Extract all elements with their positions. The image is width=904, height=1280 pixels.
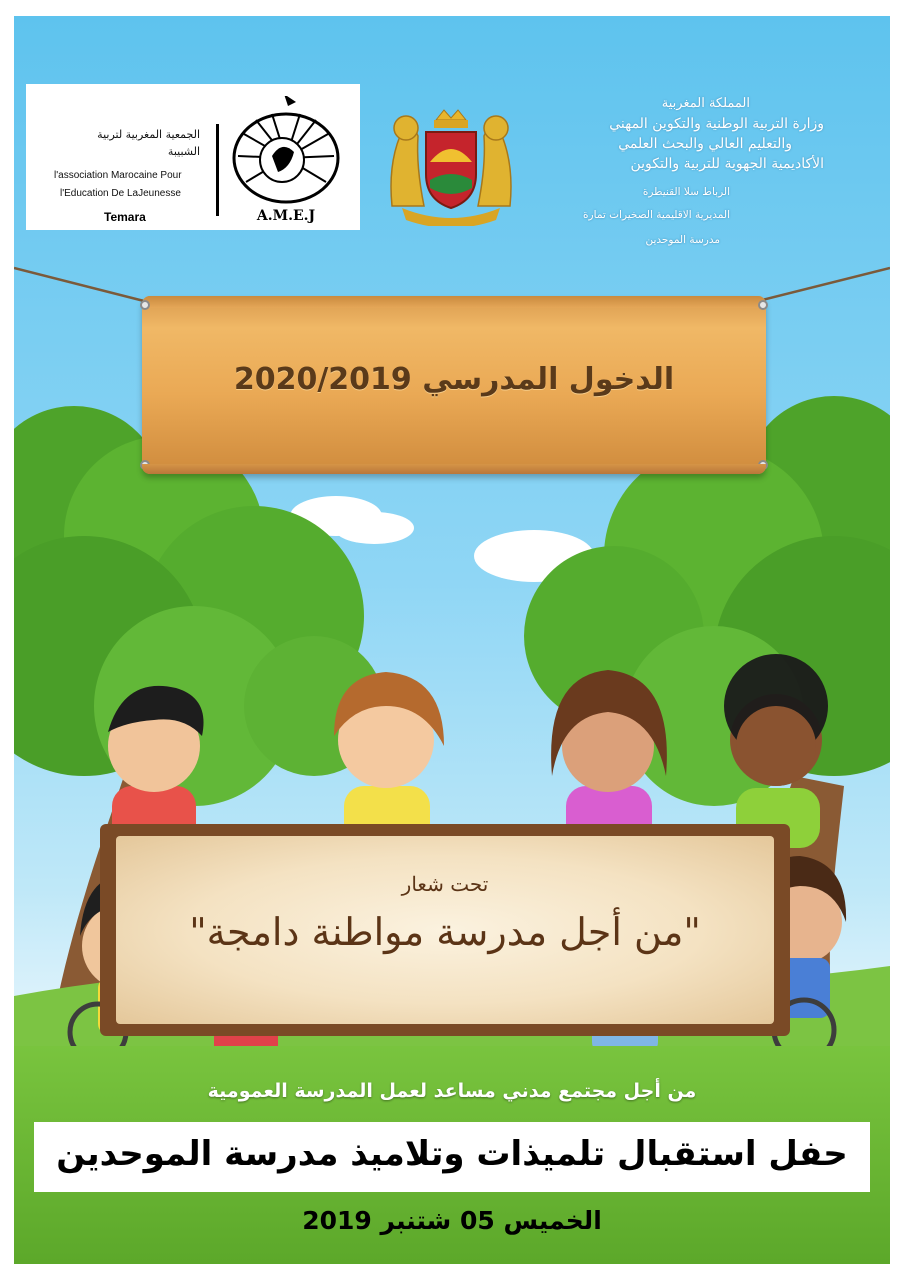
coat-of-arms-icon [382,96,520,226]
directorate-name: المديرية الاقليمية الصخيرات تمارة [583,209,730,221]
grommet [758,460,768,470]
ministry-line3: والتعليم العالي والبحث العلمي [618,136,792,152]
association-city: Temara [104,210,146,224]
amej-logo [226,96,346,226]
grommet [140,300,150,310]
association-name-ar-line2: الشبيبة [167,145,200,158]
event-date: الخميس 05 شتنبر 2019 [302,1206,602,1235]
association-name-fr-line2: l'Education De LaJeunesse [60,188,181,199]
ministry-line4: الأكاديمية الجهوية للتربية والتكوين [630,156,824,172]
association-name-ar-line1: الجمعية المغربية لتربية [97,128,200,141]
banner-title: الدخول المدرسي 2020/2019 [233,362,675,397]
association-logo-box [26,84,360,230]
slogan-intro: تحت شعار [401,872,489,896]
ministry-line2: وزارة التربية الوطنية والتكوين المهني [609,116,824,132]
school-year-banner [142,296,766,474]
event-subtitle: من أجل مجتمع مدني مساعد لعمل المدرسة العمومية [207,1080,697,1102]
main-title-box [34,1122,870,1192]
sign-board [116,836,774,1024]
slogan-sign [100,824,790,1036]
divider [216,124,219,216]
ministry-line1: المملكة المغربية [661,96,750,111]
grommet [758,300,768,310]
amej-logo-text: A.M.E.J [256,208,316,224]
slogan-text: "من أجل مدرسة مواطنة دامجة" [189,910,701,954]
association-name-fr-line1: l'association Marocaine Pour [54,170,182,181]
event-title: حفل استقبال تلميذات وتلاميذ مدرسة الموحدين [56,1134,848,1174]
school-name: مدرسة الموحدين [645,234,720,246]
grommet [140,460,150,470]
poster [14,16,890,1264]
region-name: الرباط سلا القنيطرة [642,186,730,198]
